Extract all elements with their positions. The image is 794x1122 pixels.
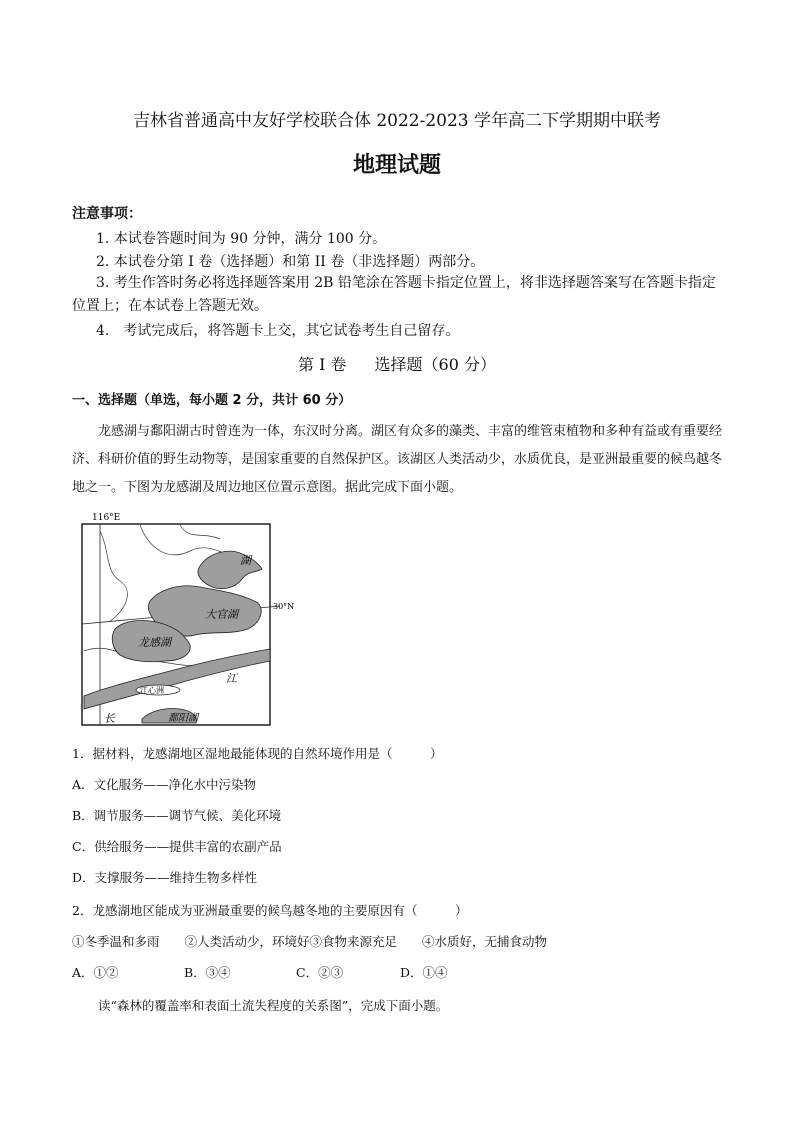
part-number: 第 I 卷 bbox=[298, 355, 347, 374]
label-hu: 湖 bbox=[240, 554, 251, 567]
question-2-option-b: B．③④ bbox=[184, 965, 231, 980]
label-longgan: 龙感湖 bbox=[138, 636, 171, 649]
question-2-option-d: D．①④ bbox=[400, 965, 448, 980]
notice-item-2: 2. 本试卷分第 I 卷（选择题）和第 II 卷（非选择题）两部分。 bbox=[96, 254, 485, 270]
question-1-option-c: C．供给服务——提供丰富的农副产品 bbox=[72, 839, 282, 854]
question-2-stem: 2．龙感湖地区能成为亚洲最重要的候鸟越冬地的主要原因有（ ） bbox=[72, 903, 468, 918]
question-2-option-c: C．②③ bbox=[296, 965, 344, 980]
notice-heading: 注意事项： bbox=[72, 206, 142, 222]
part-title bbox=[0, 352, 794, 375]
label-poyang: 鄱阳湖 bbox=[168, 713, 198, 724]
question-2-options bbox=[72, 963, 448, 981]
passage: 龙感湖与鄱阳湖古时曾连为一体，东汉时分离。湖区有众多的藻类、丰富的维管束植物和多种有益或有重要经济、科研价值的野生动物等，是国家重要的自然保护区。该湖区人类活动少，水质优良，是亚洲最重要的候鸟越冬地之一。下图为龙感湖及周边地区位置示意图。据此完成下面小题。 bbox=[72, 424, 723, 495]
location-map bbox=[80, 511, 295, 731]
label-chang: 长 bbox=[104, 712, 115, 725]
label-daguan: 大官湖 bbox=[205, 608, 238, 621]
question-1-stem: 1．据材料，龙感湖地区湿地最能体现的自然环境作用是（ ） bbox=[72, 746, 443, 761]
notice-item-1: 1. 本试卷答题时间为 90 分钟，满分 100 分。 bbox=[96, 231, 387, 247]
subject-title: 地理试题 bbox=[352, 153, 441, 178]
question-1-option-d: D．支撑服务——维持生物多样性 bbox=[72, 870, 258, 885]
map-latitude-label: 30°N bbox=[273, 602, 295, 611]
exam-title: 吉林省普通高中友好学校联合体 2022-2023 学年高二下学期期中联考 bbox=[132, 111, 662, 131]
notice-item-3: 3. 考生作答时务必将选择题答案用 2B 铅笔涂在答题卡指定位置上，将非选择题答案写在答题卡指定位置上；在本试卷上答题无效。 bbox=[72, 275, 716, 314]
reading-prompt: 读“森林的覆盖率和表面土流失程度的关系图”，完成下面小题。 bbox=[98, 998, 449, 1013]
label-jiangxinzhou: 江心洲 bbox=[140, 686, 164, 695]
label-jiang: 江 bbox=[226, 672, 237, 685]
question-2-items: ①冬季温和多雨 ②人类活动少，环境好③食物来源充足 ④水质好，无捕食动物 bbox=[72, 934, 548, 949]
question-1-option-b: B．调节服务——调节气候、美化环境 bbox=[72, 808, 282, 823]
section-heading: 一、选择题（单选，每小题 2 分，共计 60 分） bbox=[72, 393, 352, 408]
question-1-option-a: A．文化服务——净化水中污染物 bbox=[72, 777, 257, 792]
question-2-option-a: A．①② bbox=[72, 965, 119, 980]
part-subtitle: 选择题（60 分） bbox=[374, 355, 496, 374]
map-longitude-label: 116°E bbox=[92, 513, 121, 523]
notice-item-4: 4. 考试完成后，将答题卡上交，其它试卷考生自己留存。 bbox=[96, 323, 460, 339]
